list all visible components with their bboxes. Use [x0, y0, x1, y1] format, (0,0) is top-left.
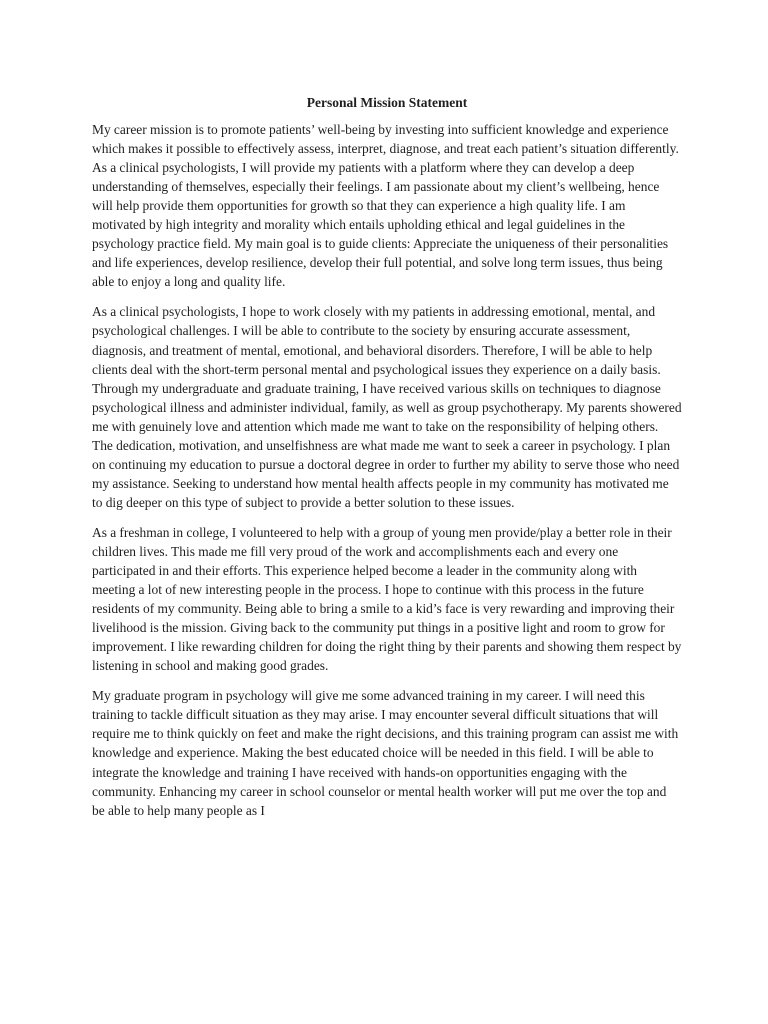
- paragraph-1: My career mission is to promote patients’ well-being by investing into sufficient knowledge and experience which makes it possible to effectively assess, interpret, diagnose, and treat each patient’s situation differently. As a clinical psychologists, I will provide my patients with a platform where they can develop a deep understanding of themselves, especially their feelings. I am passionate about my client’s wellbeing, hence will help provide them opportunities for growth so that they can experience a high quality life. I am motivated by high integrity and morality which entails upholding ethical and legal guidelines in the psychology practice field. My main goal is to guide clients: Appreciate the uniqueness of their personalities and life experiences, develop resilience, develop their full potential, and solve long term issues, thus being able to enjoy a long and quality life.: [92, 122, 679, 290]
- document-body: [92, 93, 682, 820]
- paragraph-3: As a freshman in college, I volunteered to help with a group of young men provide/play a better role in their children lives. This made me fill very proud of the work and accomplishments each and every one participated in and their efforts. This experience helped become a leader in the community along with meeting a lot of new interesting people in the process. I hope to continue with this process in the future residents of my community. Being able to bring a smile to a kid’s face is very rewarding and improving their livelihood is the mission. Giving back to the community put things in a positive light and room to grow for improvement. I like rewarding children for doing the right thing by their parents and showing them respect by listening in school and making good grades.: [92, 524, 682, 674]
- paragraph-2: As a clinical psychologists, I hope to work closely with my patients in addressing emotional, mental, and psychological challenges. I will be able to contribute to the society by ensuring accurate assessment, diagnosis, and treatment of mental, emotional, and behavioral disorders. Therefore, I will be able to help clients deal with the short-term personal mental and psychological issues they experience on a daily basis. Through my undergraduate and graduate training, I have received various skills on techniques to diagnose psychological illness and administer individual, family, as well as group psychotherapy. My parents showered me with genuinely love and attention which made me want to take on the responsibility of helping others. The dedication, motivation, and unselfishness are what made me want to seek a career in psychology. I plan on continuing my education to pursue a doctoral degree in order to further my ability to serve those who need my assistance. Seeking to understand how mental health affects people in my community has motivated me to dig deeper on this type of subject to provide a better solution to these issues.: [92, 304, 682, 510]
- document-title: Personal Mission Statement: [306, 95, 468, 110]
- paragraph-4: My graduate program in psychology will give me some advanced training in my career. I will need this training to tackle difficult situation as they may arise. I may encounter several difficult situations that will require me to think quickly on feet and make the right decisions, and this training program can assist me with knowledge and experience. Making the best educated choice will be needed in this field. I will be able to integrate the knowledge and training I have received with hands-on opportunities engaging with the community. Enhancing my career in school counselor or mental health worker will put me over the top and be able to help many people as I: [92, 688, 679, 818]
